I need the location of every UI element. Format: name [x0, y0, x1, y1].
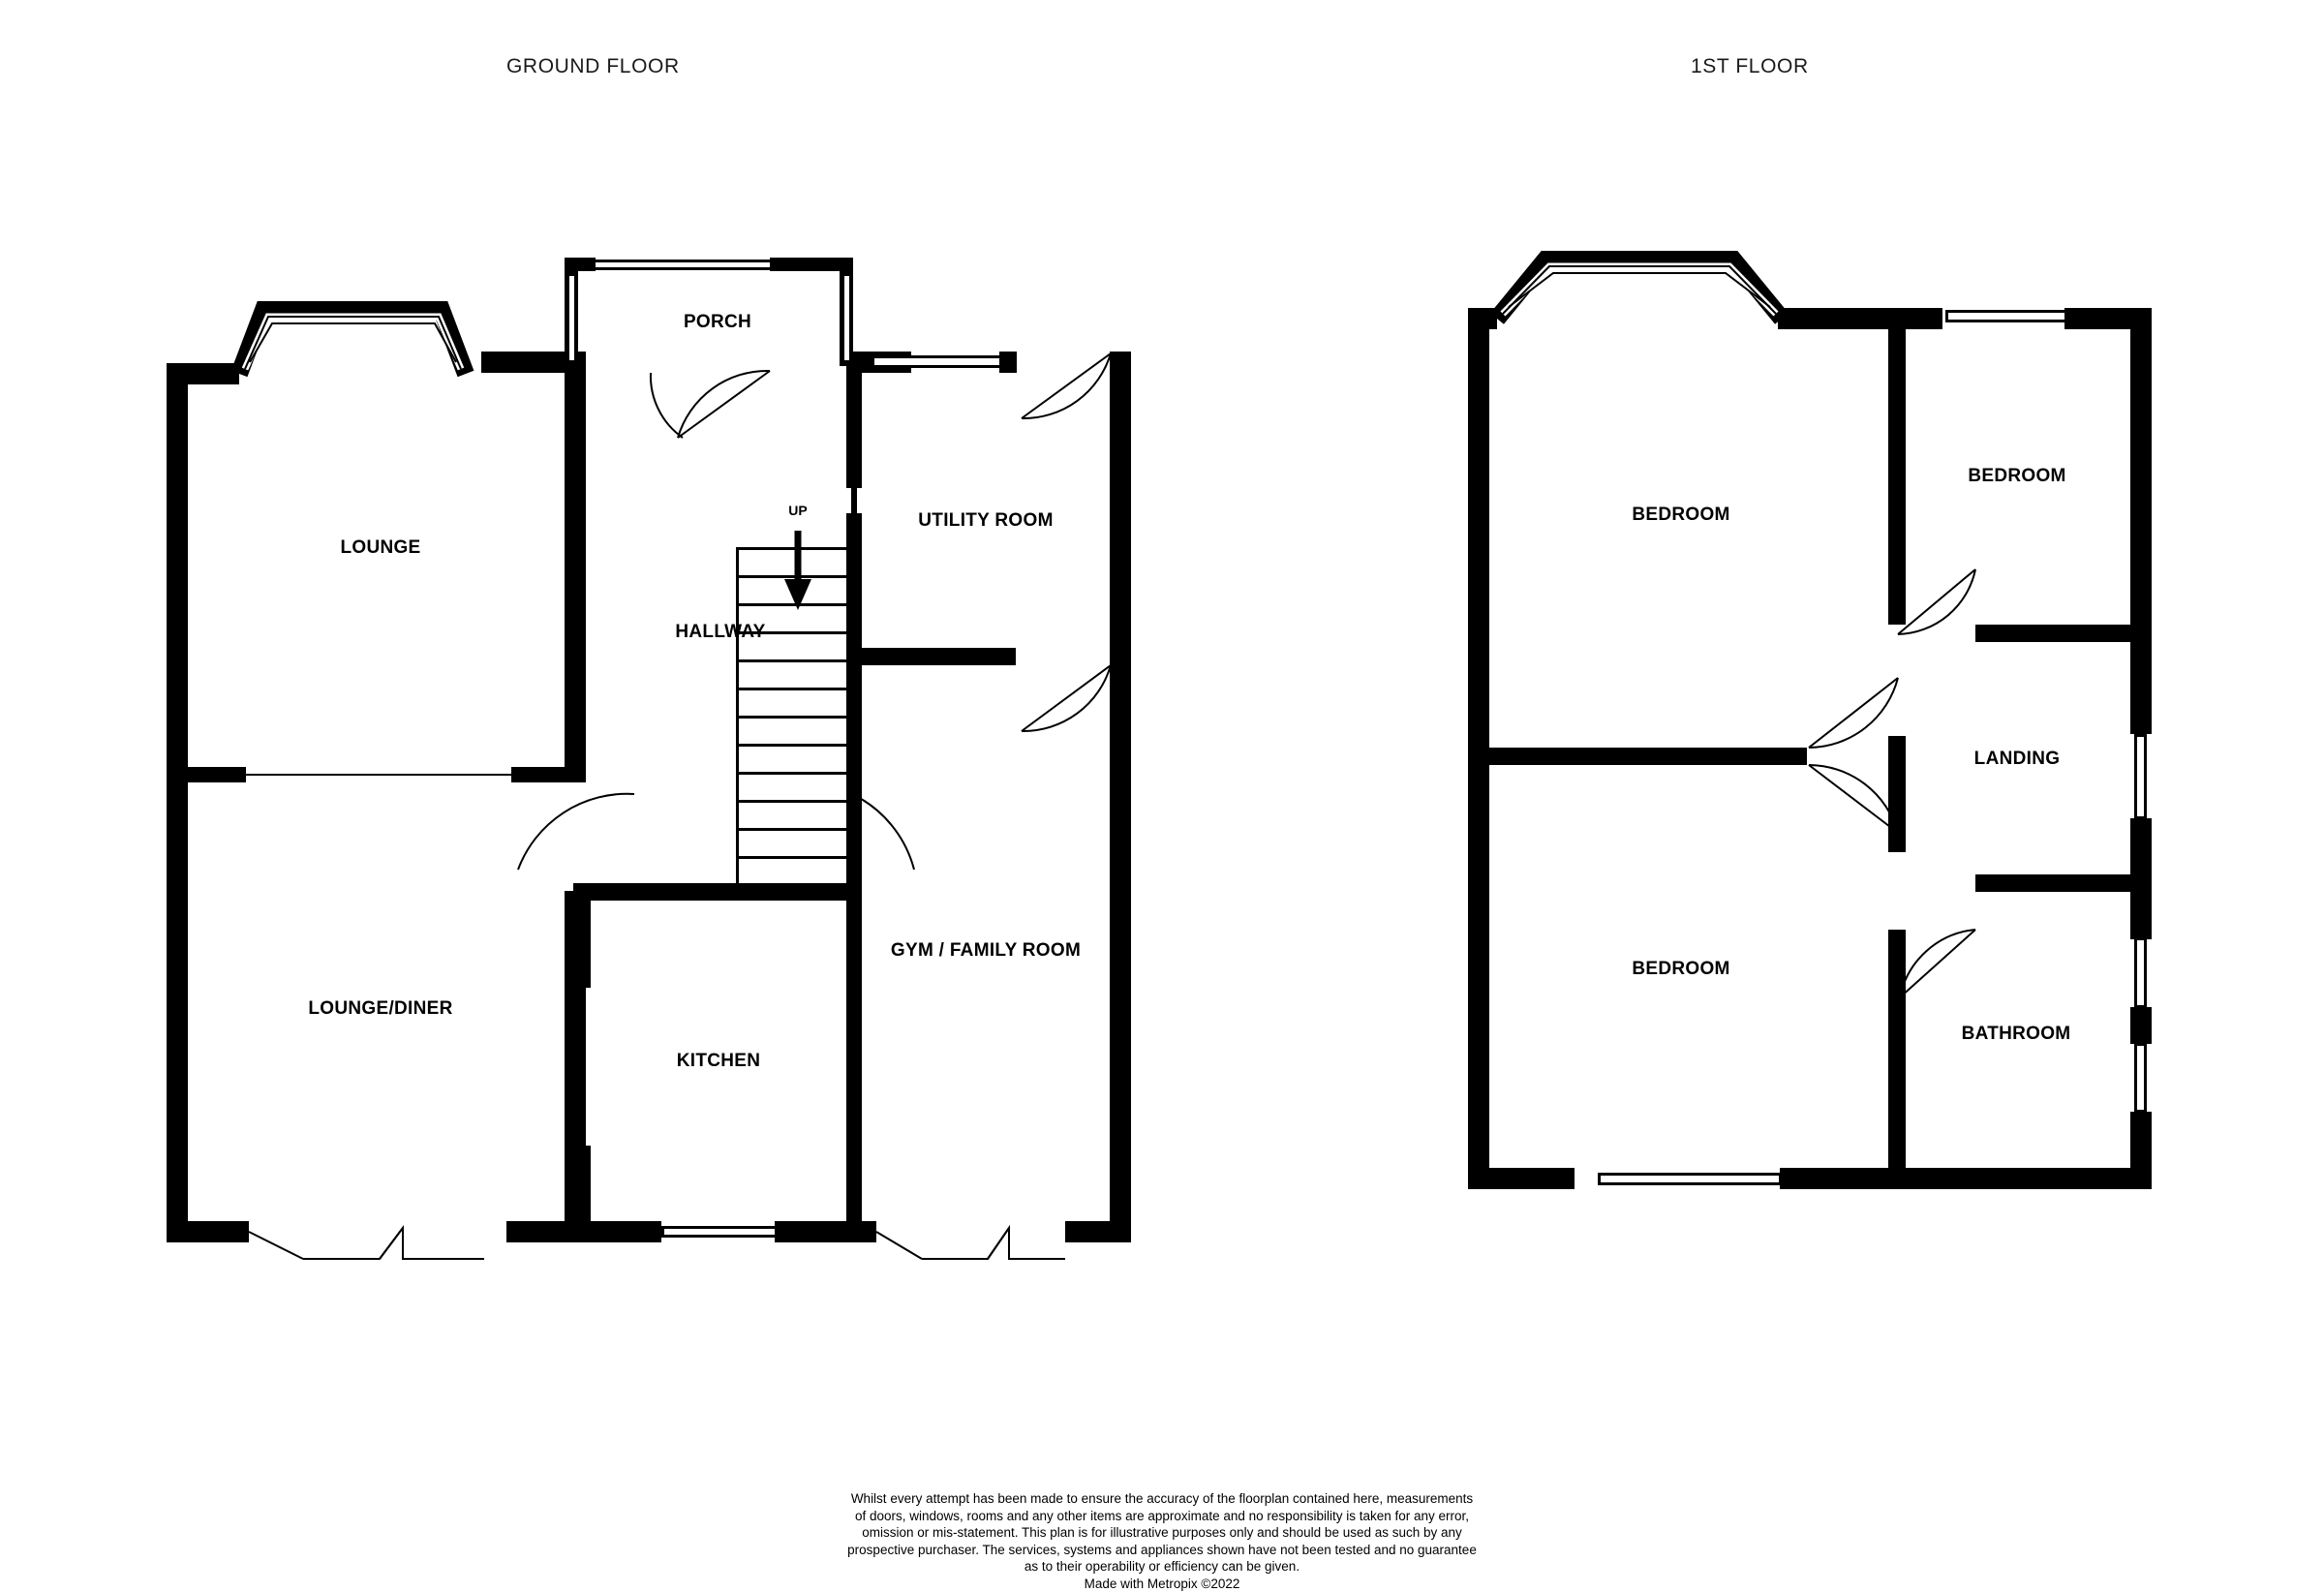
first-window-bottom — [1598, 1173, 1782, 1185]
room-label-lounge-diner: LOUNGE/DINER — [308, 998, 453, 1019]
room-label-gym-family-room: GYM / FAMILY ROOM — [890, 940, 1082, 961]
room-label-porch: PORCH — [683, 312, 752, 332]
wall-ground-bottom-right — [1065, 1221, 1131, 1242]
wall-hall-right-upper — [846, 362, 862, 488]
disclaimer-line-5: as to their operability or efficiency can be given. — [1024, 1559, 1300, 1574]
wall-first-internal-vertical-mid — [1888, 736, 1906, 852]
kitchen-window-bottom — [661, 1226, 778, 1238]
wall-first-right — [2130, 308, 2152, 734]
room-label-kitchen: KITCHEN — [676, 1051, 761, 1071]
wall-ground-lounge-divider-left — [167, 767, 246, 782]
first-floor-title: 1ST FLOOR — [1691, 55, 1809, 77]
porch-window-top — [593, 260, 773, 270]
wall-hall-right-thin — [851, 488, 857, 513]
disclaimer-line-2: of doors, windows, rooms and any other items are approximate and no responsibility is taken for any error, — [854, 1508, 1470, 1523]
wall-first-top-left — [1468, 308, 1497, 329]
staircase — [736, 547, 847, 886]
bathroom-window-1 — [2134, 937, 2147, 1008]
wall-first-internal-vertical-top — [1888, 329, 1906, 625]
wall-first-internal-vertical-bot — [1888, 930, 1906, 1170]
room-label-landing: LANDING — [1973, 749, 2061, 769]
room-label-lounge: LOUNGE — [340, 537, 421, 558]
disclaimer-line-3: omission or mis-statement. This plan is for illustrative purposes only and should be used as such by any — [862, 1525, 1462, 1540]
bathroom-window-2 — [2134, 1043, 2147, 1113]
wall-ground-lounge-divider-thin — [246, 774, 511, 776]
wall-porch-top-left — [565, 258, 596, 271]
wall-first-bedroom2-bottom — [1975, 625, 2152, 642]
wall-ground-right — [1110, 352, 1131, 1242]
room-label-bedroom-front: BEDROOM — [1632, 505, 1730, 525]
wall-kitchen-left-lower — [573, 1146, 591, 1242]
disclaimer-line-1: Whilst every attempt has been made to ensure the accuracy of the floorplan contained here, measurements — [850, 1491, 1474, 1506]
wall-first-internal-horizontal-left — [1468, 748, 1807, 765]
wall-ground-hall-left-upper — [565, 352, 586, 771]
wall-first-bathroom-top — [1975, 874, 2152, 892]
wall-hall-right-mid — [846, 513, 862, 668]
landing-window — [2134, 734, 2147, 819]
wall-kitchen-left-upper — [573, 883, 591, 988]
metropix-credit: Made with Metropix ©2022 — [1084, 1576, 1240, 1591]
wall-ground-left — [167, 363, 188, 1242]
wall-first-right-3 — [2130, 1007, 2152, 1044]
wall-first-bay-right — [1778, 308, 1942, 329]
wall-first-bottom-right — [1780, 1168, 2152, 1189]
stairs-up-label: UP — [788, 503, 808, 518]
wall-hall-right-lower — [846, 668, 862, 876]
wall-ground-front-right-2 — [999, 352, 1017, 373]
first-window-top-right — [1945, 310, 2071, 322]
porch-window-left — [566, 273, 577, 363]
wall-utility-bottom — [853, 648, 1016, 665]
wall-ground-lounge-divider-right — [511, 767, 586, 782]
wall-ground-bottom-left — [167, 1221, 249, 1242]
room-label-bedroom-rear-left: BEDROOM — [1632, 959, 1730, 979]
disclaimer — [0, 1490, 2324, 1592]
wall-kitchen-left-thin — [580, 988, 584, 1146]
disclaimer-line-4: prospective purchaser. The services, systems and appliances shown have not been tested and no guarantee — [847, 1542, 1477, 1557]
room-label-hallway: HALLWAY — [675, 622, 766, 642]
room-label-bathroom: BATHROOM — [1961, 1024, 2071, 1044]
front-window-right — [872, 355, 1007, 368]
porch-window-right — [841, 273, 852, 363]
ground-floor-title: GROUND FLOOR — [506, 55, 680, 77]
wall-ground-top-left — [167, 363, 239, 384]
wall-first-bottom-left — [1468, 1168, 1575, 1189]
room-label-bedroom-rear-right: BEDROOM — [1968, 466, 2066, 486]
room-label-utility-room: UTILITY ROOM — [918, 510, 1054, 531]
wall-hall-right-lowest — [846, 876, 862, 1242]
